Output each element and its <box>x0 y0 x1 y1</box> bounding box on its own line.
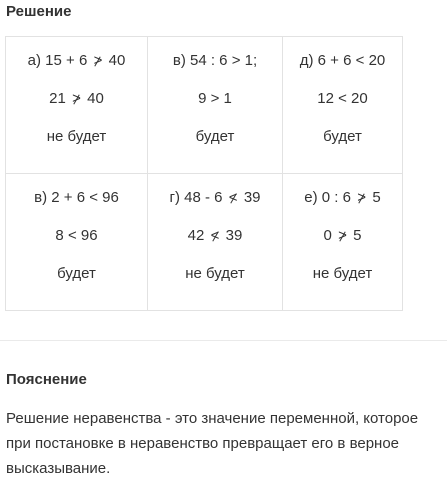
result-label: будет <box>195 128 235 145</box>
inequality-right: 39 <box>243 189 261 206</box>
result-label: не будет <box>185 265 245 282</box>
solution-cell <box>283 37 403 174</box>
inequality-left: г) 48 - 6 <box>169 189 223 206</box>
inequality-right: 5 <box>353 227 362 244</box>
inequality-left: а) 15 + 6 <box>27 52 88 69</box>
comparison-sign: > <box>210 90 220 107</box>
negated-comparison-sign: > <box>336 217 349 255</box>
solution-cell <box>148 174 283 311</box>
inequality <box>148 179 282 217</box>
comparison-sign: < <box>338 90 347 107</box>
inequality <box>283 42 402 80</box>
inequality-right: 40 <box>108 52 126 69</box>
solution-cell <box>148 37 283 174</box>
negated-comparison-sign: > <box>70 80 83 118</box>
inequality-right: 5 <box>372 189 381 206</box>
inequality-left: 21 <box>49 90 66 107</box>
inequality-left: в) 54 : 6 <box>172 52 228 69</box>
negated-comparison-sign: < <box>227 179 240 217</box>
explanation-heading: Пояснение <box>6 371 87 388</box>
result-label: будет <box>323 128 362 145</box>
inequality-left: д) 6 + 6 <box>299 52 352 69</box>
inequality-right: 1 <box>223 90 232 107</box>
inequality <box>283 179 402 217</box>
inequality <box>148 80 282 118</box>
solution-cell <box>283 174 403 311</box>
inequality-left: 8 <box>55 227 64 244</box>
inequality <box>283 217 402 255</box>
solution-heading: Решение <box>6 3 72 20</box>
inequality-left: е) 0 : 6 <box>304 189 351 206</box>
negated-comparison-sign: > <box>355 179 368 217</box>
inequality <box>6 217 147 255</box>
inequality <box>6 42 147 80</box>
inequality-right: 20 <box>351 90 368 107</box>
comparison-sign: > <box>231 52 241 69</box>
table-row <box>6 37 403 174</box>
table-row <box>6 174 403 311</box>
negated-comparison-sign: < <box>209 217 222 255</box>
inequality <box>283 80 402 118</box>
inequality-left: 12 <box>317 90 334 107</box>
inequality-right: 39 <box>225 227 243 244</box>
inequality-left: 42 <box>187 227 205 244</box>
section-divider <box>0 340 447 341</box>
comparison-sign: < <box>67 227 77 244</box>
inequality-left: в) 2 + 6 <box>34 189 86 206</box>
inequality-right: 1; <box>244 52 258 69</box>
inequality-right: 96 <box>80 227 98 244</box>
inequality <box>148 217 282 255</box>
inequality <box>6 179 147 217</box>
inequality-right: 96 <box>102 189 119 206</box>
inequality-left: 0 <box>323 227 332 244</box>
result-label: не будет <box>312 265 373 282</box>
inequality <box>6 80 147 118</box>
comparison-sign: < <box>355 52 365 69</box>
result-label: не будет <box>46 128 107 145</box>
comparison-sign: < <box>89 189 98 206</box>
inequality-left: 9 <box>198 90 207 107</box>
solution-cell <box>6 174 148 311</box>
inequality-right: 20 <box>368 52 386 69</box>
solution-table <box>5 36 403 311</box>
explanation-text: Решение неравенства - это значение переменной, которое при постановке в неравенство превращает его в верное высказывание. <box>6 410 419 477</box>
solution-cell <box>6 37 148 174</box>
inequality-right: 40 <box>87 90 104 107</box>
result-label: будет <box>57 265 96 282</box>
inequality <box>148 42 282 80</box>
negated-comparison-sign: > <box>91 42 104 80</box>
